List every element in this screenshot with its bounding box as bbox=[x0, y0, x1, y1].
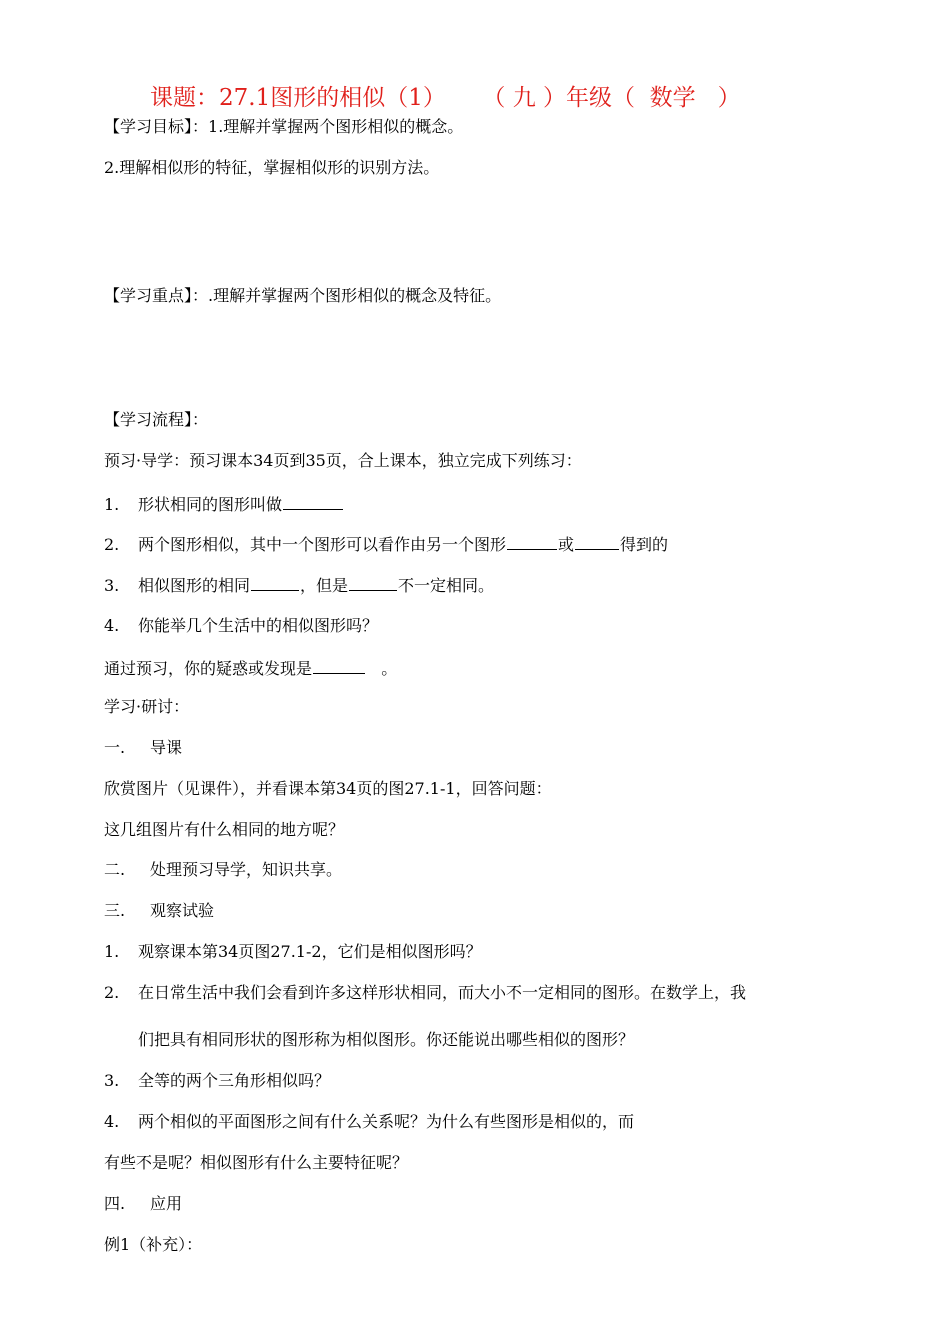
doubt-end: 。 bbox=[381, 659, 398, 678]
objectives-label: 【学习目标】： bbox=[104, 117, 209, 136]
section-number: 二. bbox=[104, 860, 126, 879]
question-text: 在日常生活中我们会看到许多这样形状相同，而大小不一定相同的图形。在数学上，我 bbox=[138, 983, 747, 1002]
observation-2-continued: 们把具有相同形状的图形称为相似图形。你还能说出哪些相似的图形？ bbox=[138, 1030, 635, 1049]
question-number: 3. bbox=[104, 576, 120, 595]
question-number: 2. bbox=[104, 983, 120, 1002]
observation-3 bbox=[104, 1071, 330, 1091]
example-label: 例1（补充）： bbox=[104, 1235, 203, 1254]
question-number: 3. bbox=[104, 1071, 120, 1090]
objective-item-1: 1.理解并掌握两个图形相似的概念。 bbox=[208, 117, 464, 136]
key-points-label: 【学习重点】： bbox=[104, 286, 209, 305]
preview-intro: 预习·导学：预习课本34页到35页，合上课本，独立完成下列练习： bbox=[104, 451, 582, 470]
question-text: 不一定相同。 bbox=[398, 576, 495, 595]
preview-doubt bbox=[104, 657, 397, 679]
section-number: 四. bbox=[104, 1194, 126, 1213]
section-1-heading bbox=[104, 738, 182, 758]
section-title: 处理预习导学，知识共享。 bbox=[150, 860, 343, 879]
question-text: 相似图形的相同 bbox=[138, 576, 251, 595]
question-text: 观察课本第34页图27.1-2，它们是相似图形吗？ bbox=[138, 942, 482, 961]
question-text: 或 bbox=[558, 535, 575, 554]
preview-question-4 bbox=[104, 616, 378, 636]
question-text: 全等的两个三角形相似吗？ bbox=[138, 1071, 331, 1090]
section-1-text-1: 欣赏图片（见课件），并看课本第34页的图27.1-1，回答问题： bbox=[104, 779, 552, 798]
section-number: 三. bbox=[104, 901, 126, 920]
study-label: 学习·研讨： bbox=[104, 697, 190, 716]
lesson-title: 课题：27.1图形的相似（1） （ 九 ）年级（ 数学 ） bbox=[150, 85, 741, 111]
answer-blank bbox=[507, 533, 557, 550]
preview-question-3 bbox=[104, 574, 494, 596]
preview-question-1 bbox=[104, 493, 344, 515]
observation-4 bbox=[104, 1112, 634, 1132]
observation-2 bbox=[104, 983, 746, 1003]
section-number: 一. bbox=[104, 738, 126, 757]
section-title: 观察试验 bbox=[150, 901, 215, 920]
question-text: 你能举几个生活中的相似图形吗？ bbox=[138, 616, 379, 635]
question-text: 形状相同的图形叫做 bbox=[138, 495, 283, 514]
doubt-text: 通过预习，你的疑惑或发现是 bbox=[104, 659, 313, 678]
key-points-line bbox=[104, 286, 501, 306]
answer-blank bbox=[575, 533, 619, 550]
question-number: 1. bbox=[104, 942, 120, 961]
question-number: 2. bbox=[104, 535, 120, 554]
section-4-heading bbox=[104, 1194, 182, 1214]
section-title: 导课 bbox=[150, 738, 183, 757]
process-label: 【学习流程】： bbox=[104, 410, 209, 429]
question-text: 两个相似的平面图形之间有什么关系呢？为什么有些图形是相似的，而 bbox=[138, 1112, 635, 1131]
preview-question-2 bbox=[104, 533, 668, 555]
question-number: 4. bbox=[104, 1112, 120, 1131]
section-1-text-2: 这几组图片有什么相同的地方呢？ bbox=[104, 820, 345, 839]
question-text: ，但是 bbox=[300, 576, 349, 595]
question-text: 得到的 bbox=[620, 535, 669, 554]
question-number: 1. bbox=[104, 495, 120, 514]
answer-blank bbox=[349, 574, 397, 591]
section-3-heading bbox=[104, 901, 214, 921]
section-title: 应用 bbox=[150, 1194, 183, 1213]
objective-item-2: 2.理解相似形的特征，掌握相似形的识别方法。 bbox=[104, 158, 440, 177]
answer-blank bbox=[251, 574, 299, 591]
question-text: 两个图形相似，其中一个图形可以看作由另一个图形 bbox=[138, 535, 507, 554]
objectives-line bbox=[104, 117, 463, 137]
observation-4-continued: 有些不是呢？相似图形有什么主要特征呢？ bbox=[104, 1153, 409, 1172]
answer-blank bbox=[313, 657, 365, 674]
observation-1 bbox=[104, 942, 482, 962]
answer-blank bbox=[283, 493, 343, 510]
question-number: 4. bbox=[104, 616, 120, 635]
key-points-text: .理解并掌握两个图形相似的概念及特征。 bbox=[208, 286, 502, 305]
section-2-heading bbox=[104, 860, 342, 880]
